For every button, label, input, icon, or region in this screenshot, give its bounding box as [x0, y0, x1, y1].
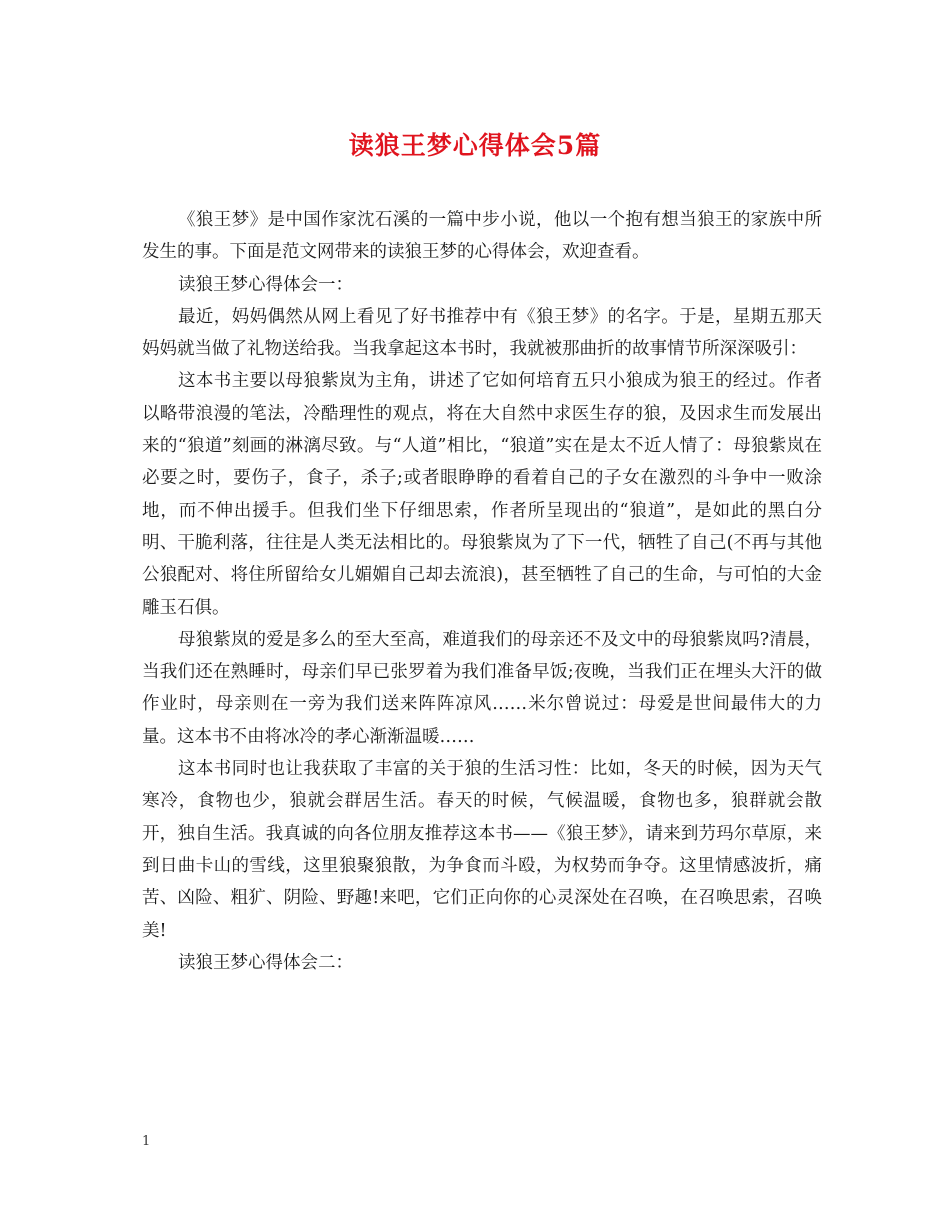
section-heading-2: 读狼王梦心得体会二： [178, 952, 353, 973]
body-paragraph: 这本书同时也让我获取了丰富的关于狼的生活习性：比如，冬天的时候，因为天气寒冷，食物也少，狼就会群居生活。春天的时候，气候温暖，食物也多，狼群就会散开，独自生活。我真诚的向各位朋友推荐这本书——《狼王梦》，请来到芀玛尔草原，来到日曲卡山的雪线，这里狼聚狼散，为争食而斗殴，为权势而争夺。这里情感波折，痛苦、凶险、粗犷、阴险、野趣!来吧，它们正向你的心灵深处在召唤，在召唤思索，召唤美! [142, 759, 822, 941]
intro-paragraph: 《狼王梦》是中国作家沈石溪的一篇中步小说，他以一个抱有想当狼王的家族中所发生的事。下面是范文网带来的读狼王梦的心得体会，欢迎查看。 [142, 210, 822, 263]
document-title: 读狼王梦心得体会5篇 [348, 131, 602, 160]
document-body [142, 204, 822, 979]
section-heading-1: 读狼王梦心得体会一： [178, 274, 353, 295]
body-paragraph: 母狼紫岚的爱是多么的至大至高，难道我们的母亲还不及文中的母狼紫岚吗?清晨，当我们还在熟睡时，母亲们早已张罗着为我们准备早饭;夜晚，当我们正在埋头大汗的做作业时，母亲则在一旁为我们送来阵阵凉风……米尔曾说过：母爱是世间最伟大的力量。这本书不由将冰冷的孝心渐渐温暖…… [142, 629, 822, 747]
body-paragraph: 最近，妈妈偶然从网上看见了好书推荐中有《狼王梦》的名字。于是，星期五那天妈妈就当做了礼物送给我。当我拿起这本书时，我就被那曲折的故事情节所深深吸引： [142, 306, 822, 360]
body-paragraph: 这本书主要以母狼紫岚为主角，讲述了它如何培育五只小狼成为狼王的经过。作者以略带浪漫的笔法，冷酷理性的观点，将在大自然中求医生存的狼，及因求生而发展出来的“狼道”刻画的淋漓尽致。与“人道”相比，“狼道”实在是太不近人情了：母狼紫岚在必要之时，要伤子，食子，杀子;或者眼睁睁的看着自己的子女在激烈的斗争中一败涂地，而不伸出援手。但我们坐下仔细思索，作者所呈现出的“狼道”，是如此的黑白分明、干脆利落，往往是人类无法相比的。母狼紫岚为了下一代，牺牲了自己(不再与其他公狼配对、将住所留给女儿媚媚自己却去流浪)，甚至牺牲了自己的生命，与可怕的大金雕玉石俱。 [142, 371, 822, 618]
page-number: 1 [142, 1134, 151, 1149]
